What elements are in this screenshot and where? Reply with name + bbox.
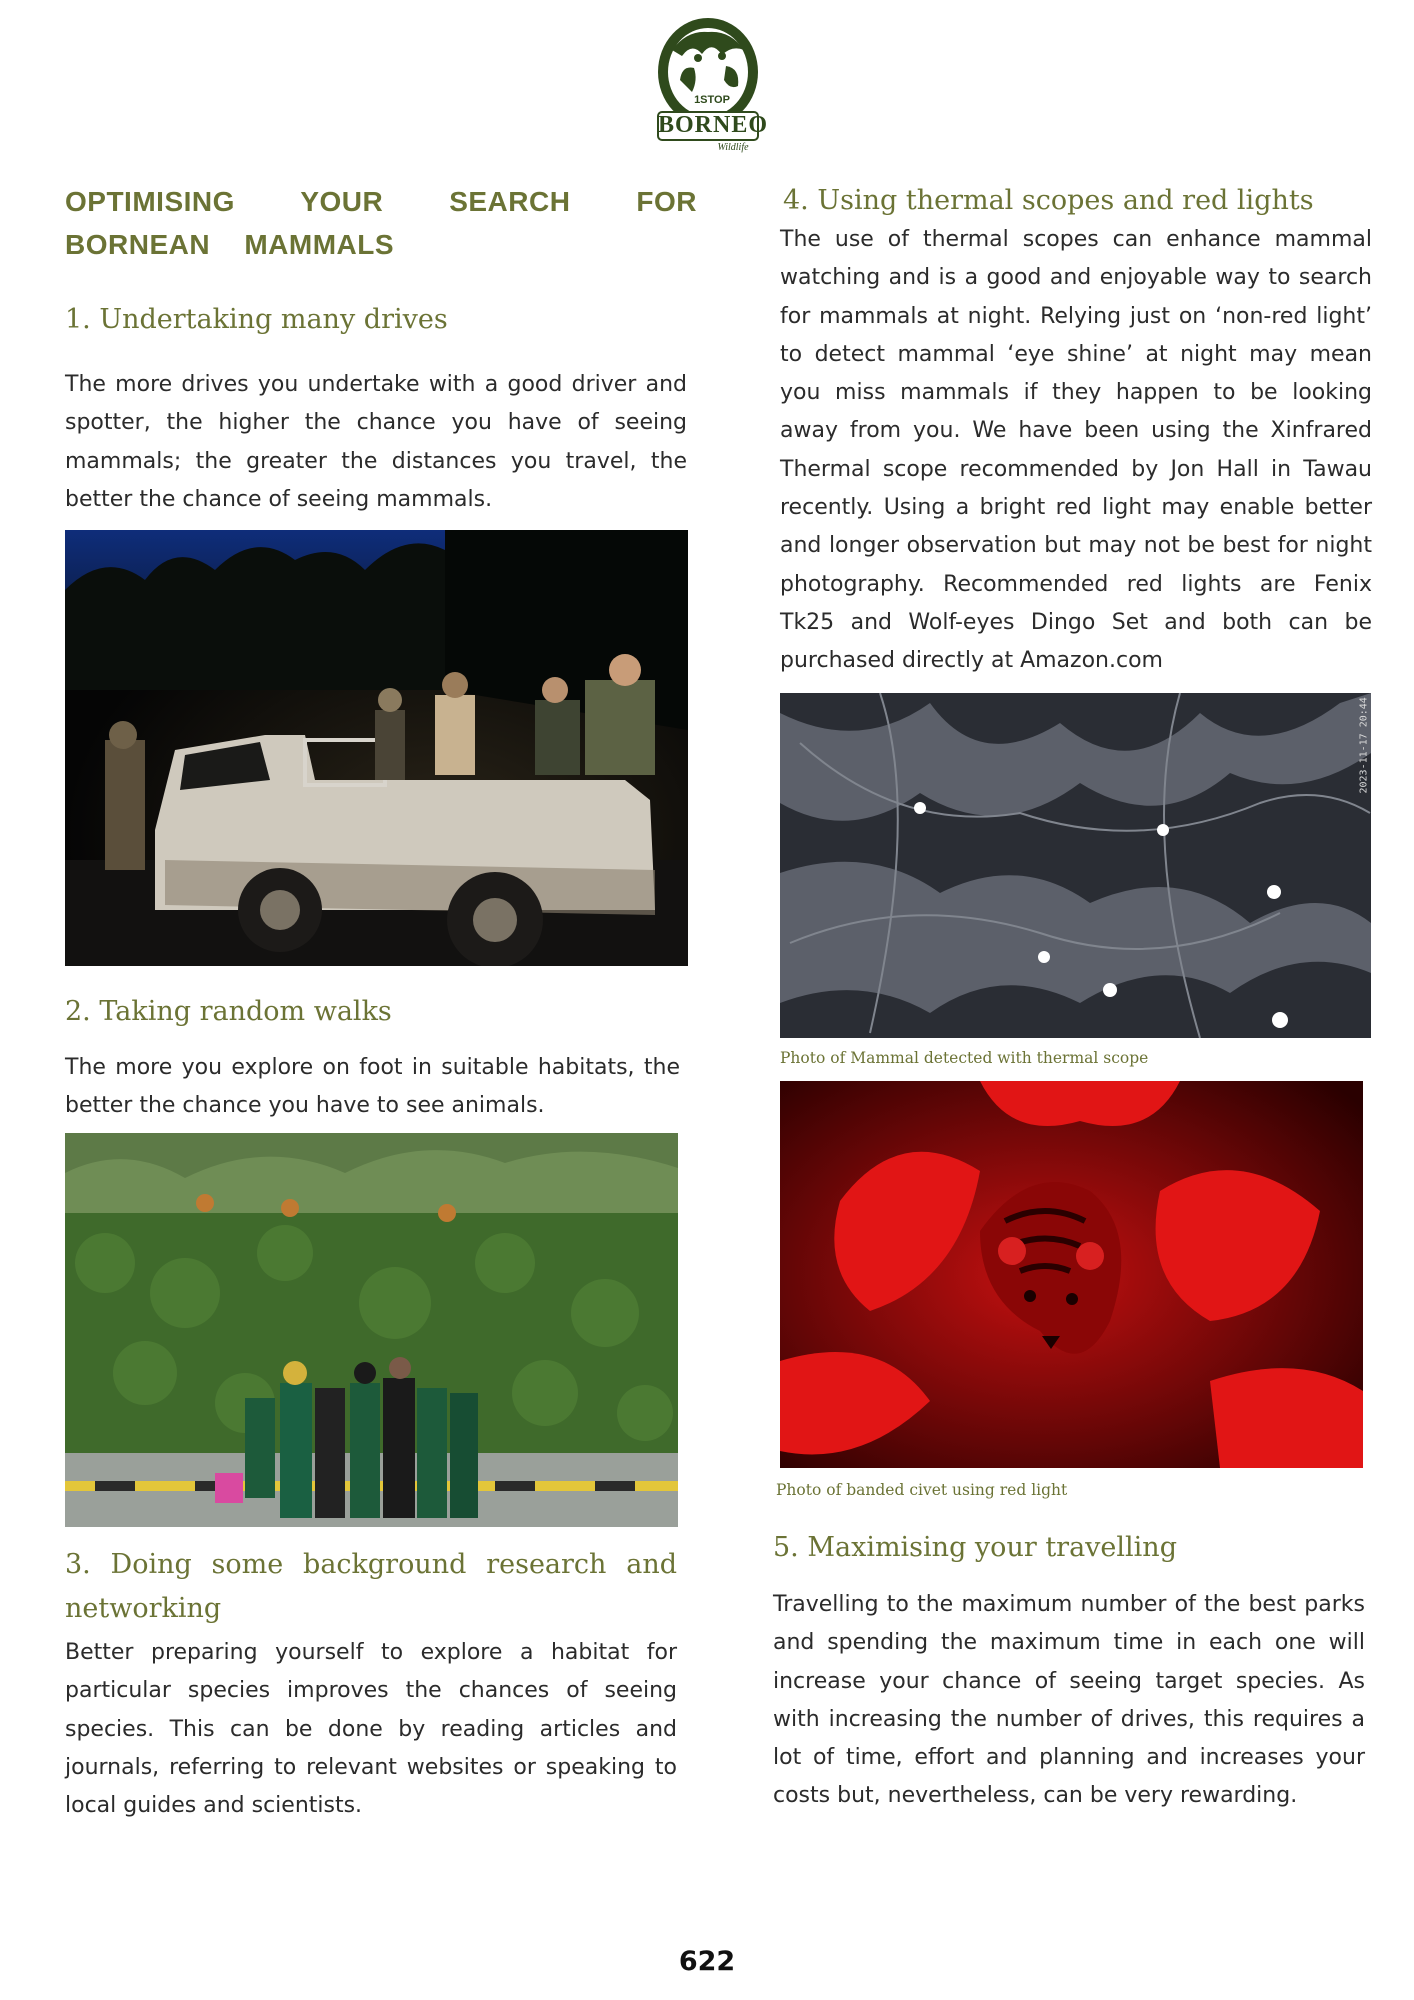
- thermal-scope-photo: [780, 693, 1371, 1038]
- group-photo: [65, 1133, 678, 1527]
- section-4-body: The use of thermal scopes can enhance mammal watching and is a good and enjoyable way to search for mammals at night. Relying just on ‘non-red light’ to detect mammal ‘eye shine’ at night may mean you miss mammals if they happen to be looking away from you. We have been using the Xinfrared Thermal scope recommended by Jon Hall in Tawau recently. Using a bright red light may enable better and longer observation but may not be best for night photography. Recommended red lights are Fenix Tk25 and Wolf-eyes Dingo Set and both can be purchased directly at Amazon.com: [780, 227, 1372, 674]
- section-1-body: The more drives you undertake with a good driver and spotter, the higher the chance you have of seeing mammals; the greater the distances you travel, the better the chance of seeing mammals.: [65, 372, 687, 512]
- civet-photo-caption: Photo of banded civet using red light: [776, 1481, 1068, 1499]
- civet-red-light-photo: [780, 1081, 1363, 1468]
- section-3-body: Better preparing yourself to explore a habitat for particular species improves the chances of seeing species. This can be done by reading articles and journals, referring to relevant websites or speaking to local guides and scientists.: [65, 1640, 677, 1819]
- page-number: 622: [678, 1946, 736, 1977]
- section-5-heading: 5. Maximising your travelling: [773, 1532, 1177, 1563]
- night-drive-photo: [65, 530, 688, 966]
- logo-main-text: BORNEO: [658, 112, 769, 138]
- logo-sub-text: Wildlife: [717, 142, 749, 153]
- thermal-photo-caption: Photo of Mammal detected with thermal scope: [780, 1049, 1149, 1067]
- section-5-body: Travelling to the maximum number of the best parks and spending the maximum time in each one will increase your chance of seeing target species. As with increasing the number of drives, this requires a lot of time, effort and planning and increases your costs but, nevertheless, can be very rewarding.: [773, 1592, 1365, 1809]
- thermal-timestamp: 2023-11-17 20:44: [1358, 697, 1370, 794]
- section-2-body: The more you explore on foot in suitable habitats, the better the chance you have to see animals.: [65, 1055, 680, 1119]
- page-title: OPTIMISING YOUR SEARCH FOR BORNEAN MAMMALS: [65, 186, 697, 260]
- section-1-heading: 1. Undertaking many drives: [65, 304, 448, 335]
- brand-logo: [652, 10, 769, 160]
- section-2-heading: 2. Taking random walks: [65, 996, 392, 1027]
- logo-top-text: 1STOP: [694, 94, 730, 106]
- section-4-heading: 4. Using thermal scopes and red lights: [783, 185, 1314, 216]
- section-3-heading: 3. Doing some background research and networking: [65, 1549, 677, 1624]
